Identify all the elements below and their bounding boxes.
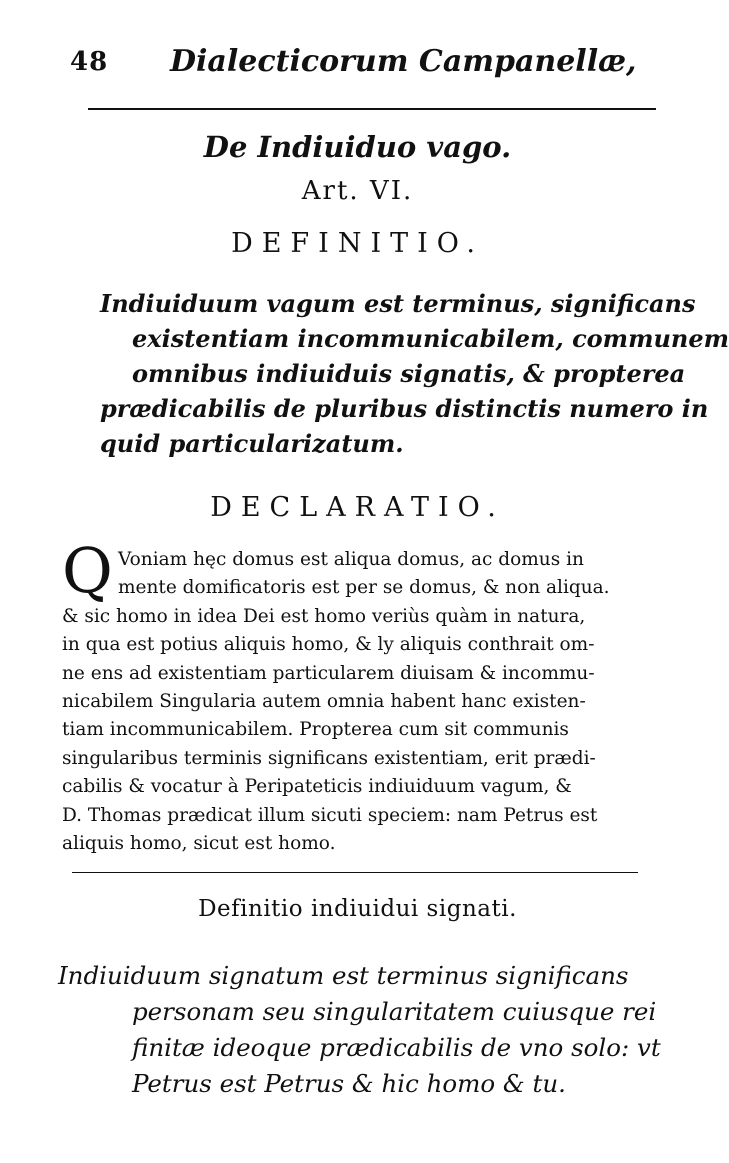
declaratio-line: cabilis & vocatur à Peripateticis indiuiduum vagum, & [62, 776, 572, 798]
declaratio-text [62, 546, 652, 858]
signati-line: Indiuiduum signatum est terminus significans [58, 961, 629, 990]
header-rule [88, 108, 656, 110]
definition-text [100, 286, 729, 461]
definitio-heading: DEFINITIO. [231, 228, 484, 259]
signati-line: Petrus est Petrus & hic homo & tu. [132, 1069, 566, 1098]
signati-line: finitæ ideoque prædicabilis de vno solo: vt [132, 1033, 661, 1062]
declaratio-line: in qua est potius aliquis homo, & ly aliquis conthrait om- [62, 634, 595, 656]
drop-cap: Q [62, 534, 113, 607]
signati-definition-text [58, 958, 661, 1102]
declaratio-line: singularibus terminis significans existentiam, erit prædi- [62, 747, 596, 769]
declaratio-line: D. Thomas prædicat illum sicuti speciem: nam Petrus est [62, 804, 598, 826]
declaratio-line: nicabilem Singularia autem omnia habent hanc existen- [62, 691, 586, 713]
definition-line: prædicabilis de pluribus distinctis numero in [100, 394, 709, 423]
definition-line: quid particularizatum. [100, 429, 404, 458]
definition-line: existentiam incommunicabilem, communem [132, 324, 729, 353]
declaratio-line: ne ens ad existentiam particularem diuisam & incommu- [62, 662, 595, 684]
definition-line: Indiuiduum vagum est terminus, significans [100, 289, 696, 318]
section-title: De Indiuiduo vago. [203, 130, 512, 164]
declaratio-line: Voniam hęc domus est aliqua domus, ac domus in [118, 549, 584, 570]
declaratio-heading: DECLARATIO. [210, 492, 505, 523]
article-number: Art. VI. [301, 176, 414, 206]
definition-line: omnibus indiuiduis signatis, & propterea [132, 359, 686, 388]
declaratio-line: tiam incommunicabilem. Propterea cum sit communis [62, 719, 569, 741]
signati-line: personam seu singularitatem cuiusque rei [132, 997, 657, 1026]
declaratio-line: aliquis homo, sicut est homo. [62, 833, 336, 855]
running-head: Dialecticorum Campanellæ, [170, 44, 637, 79]
declaratio-line: mente domificatoris est per se domus, & non aliqua. [118, 577, 610, 599]
section-divider [72, 872, 638, 873]
declaratio-line: & sic homo in idea Dei est homo veriùs quàm in natura, [62, 605, 586, 627]
page-number: 48 [70, 47, 109, 77]
subsection-title: Definitio indiuidui signati. [198, 896, 517, 922]
